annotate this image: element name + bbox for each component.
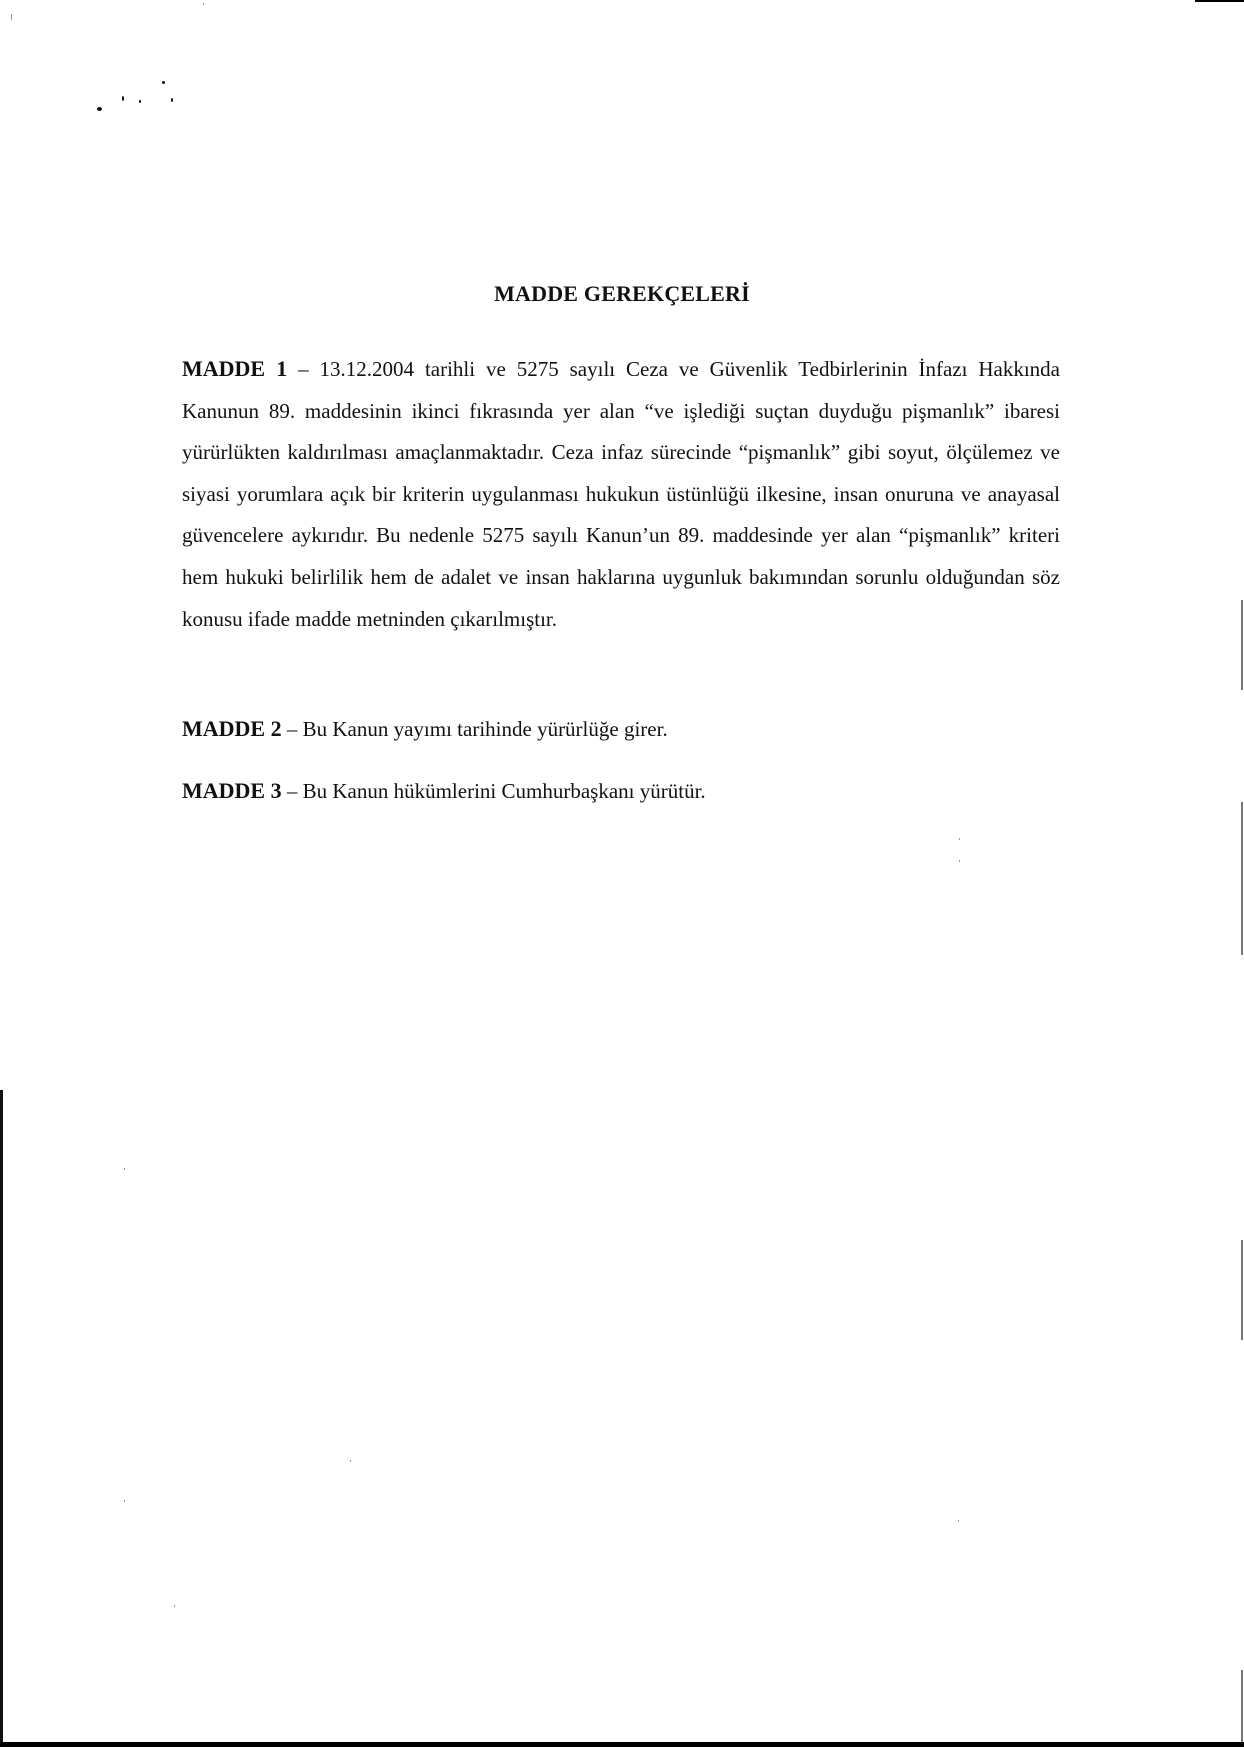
document-title: MADDE GEREKÇELERİ	[494, 281, 750, 306]
article-3	[182, 775, 706, 807]
scan-speck	[124, 1168, 125, 1170]
scan-edge-bottom	[0, 1742, 1244, 1747]
scan-speck	[97, 107, 102, 111]
scan-speck	[350, 1460, 351, 1462]
article-label: MADDE 3	[182, 778, 282, 803]
scan-speck	[162, 81, 165, 84]
scan-speck	[959, 838, 960, 840]
scan-edge-right	[1241, 1670, 1243, 1742]
scan-speck	[174, 1605, 175, 1607]
article-text: 13.12.2004 tarihli ve 5275 sayılı Ceza ve Güvenlik Tedbirlerinin İnfazı Hakkında Kanunun 89. maddesinin ikinci fıkrasında yer alan “ve işlediği suçtan duyduğu pişmanlık” ibaresi yürürlükten kaldırılması amaçlanmaktadır. Ceza infaz sürecinde “pişmanlık” gibi soyut, ölçülemez ve siyasi yorumlara açık bir kriterin uygulanması hukukun üstünlüğü ilkesine, insan onuruna ve anayasal güvencelere aykırıdır. Bu nedenle 5275 sayılı Kanun’un 89. maddesinde yer alan “pişmanlık” kriteri hem hukuki belirlilik hem de adalet ve insan haklarına uygunluk bakımından sorunlu olduğundan söz konusu ifade madde metninden çıkarılmıştır.	[182, 357, 1060, 631]
scan-speck	[203, 3, 204, 5]
scan-edge-right	[1241, 802, 1243, 955]
scan-edge-left	[0, 1090, 3, 1747]
article-label: MADDE 2	[182, 716, 282, 741]
article-dash: –	[281, 779, 303, 803]
scan-speck	[171, 98, 173, 102]
article-dash: –	[281, 717, 303, 741]
article-text: Bu Kanun hükümlerini Cumhurbaşkanı yürütür.	[302, 779, 706, 803]
scan-speck	[124, 1500, 125, 1502]
scan-edge-top	[1195, 0, 1244, 2]
scan-speck	[139, 100, 141, 103]
article-2	[182, 713, 668, 745]
article-label: MADDE 1	[182, 356, 288, 381]
article-text: Bu Kanun yayımı tarihinde yürürlüğe girer.	[302, 717, 668, 741]
scan-edge-right	[1241, 1240, 1243, 1340]
scan-speck	[11, 14, 12, 20]
article-1	[182, 348, 1060, 640]
scan-edge-right	[1241, 600, 1243, 690]
scan-speck	[959, 860, 960, 862]
scan-speck	[958, 1520, 959, 1522]
article-dash: –	[287, 357, 320, 381]
scan-speck	[122, 96, 124, 101]
